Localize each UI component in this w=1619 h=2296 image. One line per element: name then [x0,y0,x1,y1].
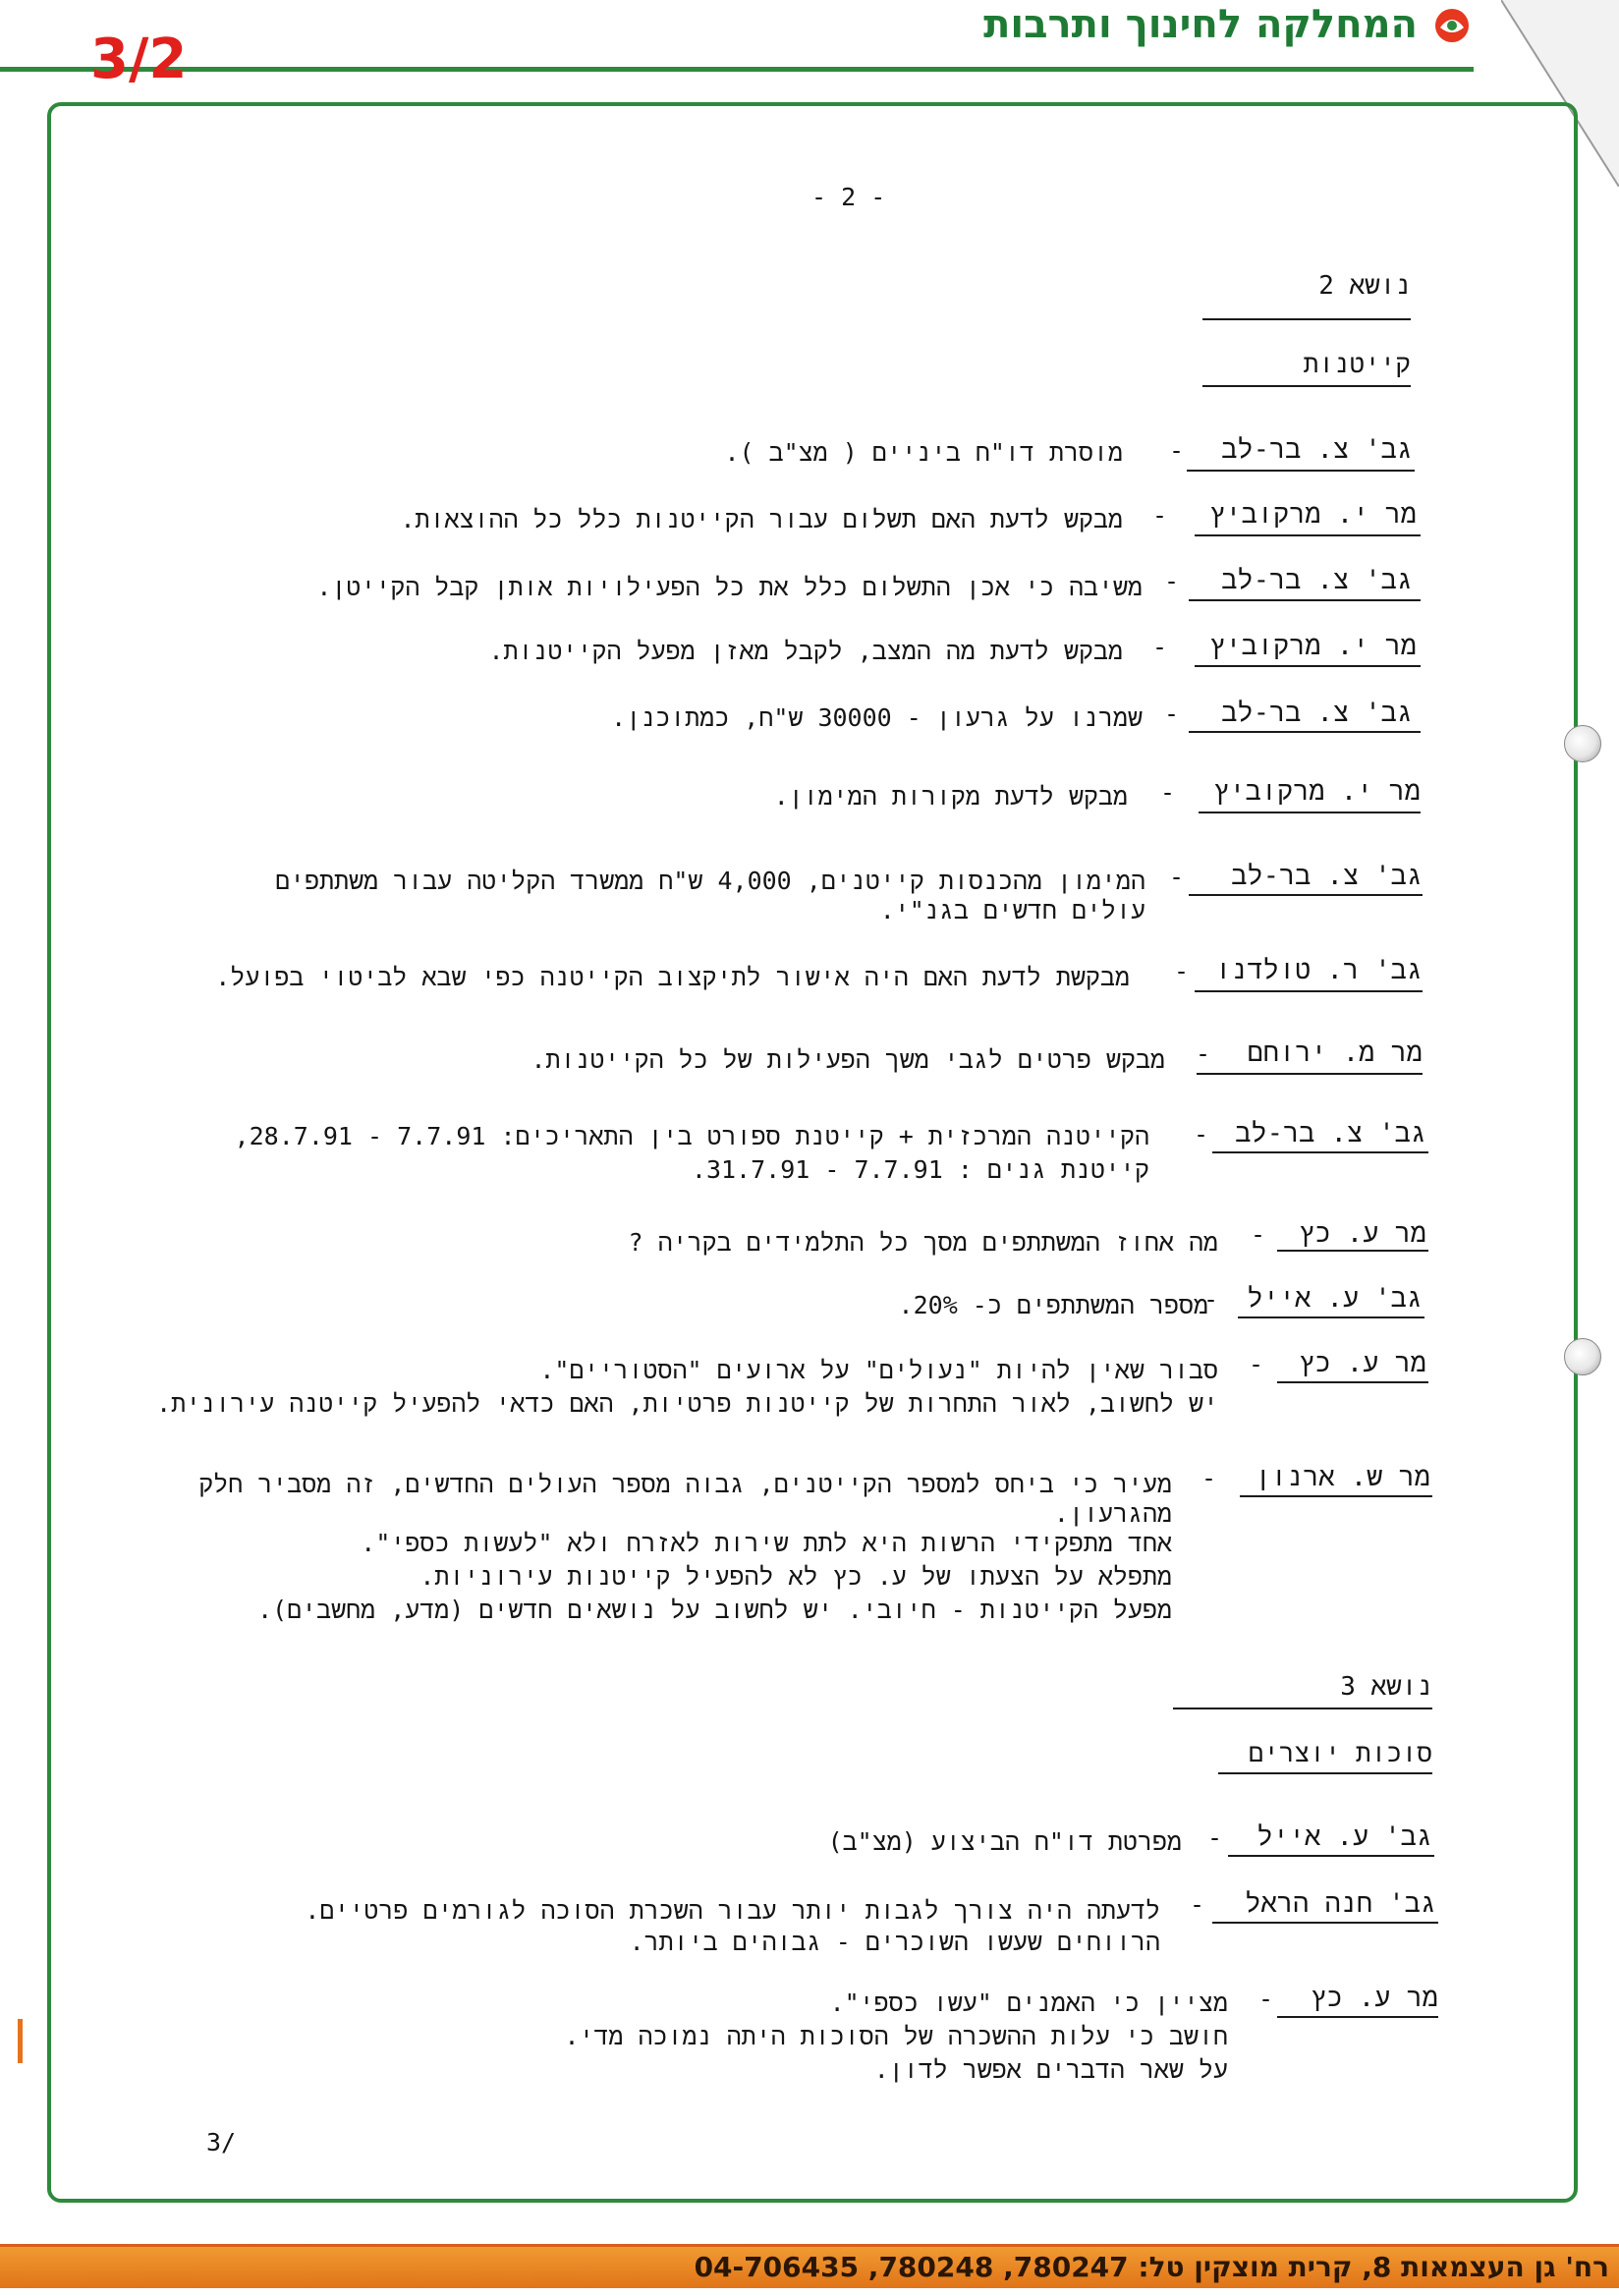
speaker-name: גב' צ. בר-לב [1231,861,1423,891]
footer-address: רח' גן העצמאות 8, קרית מוצקין טל: 780247, 780248, 04-706435 [694,2251,1609,2283]
entry-line: מהגרעון. [1053,1499,1172,1528]
speaker-name: גב' ע. אייל [1247,1283,1423,1314]
topic3-heading: נושא 3 [1340,1672,1432,1702]
entry-line: לדעתה היה צורך לגבות יותר עבור השכרת הסוכה לגורמים פרטיים. [305,1896,1160,1925]
edge-mark [18,2019,23,2063]
speaker-name: מר י. מרקוביץ [1209,631,1417,661]
speaker-name: גב' צ. בר-לב [1221,565,1413,595]
entry-dash: - [1173,957,1189,985]
speaker-underline [1195,665,1421,667]
speaker-underline [1187,470,1415,472]
speaker-underline [1189,731,1421,733]
topic3-subject-underline [1218,1772,1432,1774]
entry-dash: - [1200,1464,1216,1492]
entry-dash: - [1159,778,1175,807]
speaker-underline [1195,990,1423,992]
topic2-heading-underline [1202,318,1411,320]
entry-line: מבקשת לדעת האם היה אישור לתיקצוב הקייטנה כפי שבא לביטוי בפועל. [215,963,1130,991]
speaker-underline [1197,1073,1423,1075]
entry-line: מספר המשתתפים כ- 20%. [898,1291,1208,1319]
speaker-name: מר ע. כץ [1299,1218,1426,1249]
entry-dash: - [1195,1039,1210,1068]
speaker-name: גב' צ. בר-לב [1221,698,1413,728]
speaker-name: מר י. מרקוביץ [1209,499,1417,530]
topic2-heading: נושא 2 [1318,271,1411,301]
municipality-logo-icon [1432,6,1472,45]
speaker-underline [1240,1495,1432,1497]
entry-line: קייטנת גנים : 7.7.91 - 31.7.91. [691,1155,1149,1184]
topic2-subject-underline [1202,385,1411,387]
speaker-underline [1238,1316,1424,1318]
entry-dash: - [1248,1350,1263,1378]
page-badge: 3/2 [90,28,188,91]
topic3-subject: סוכות יוצרים [1248,1739,1432,1768]
topic3-heading-underline [1173,1708,1432,1709]
speaker-name: מר מ. ירוחם [1247,1037,1423,1068]
entry-line: מפרטת דו"ח הביצוע (מצ"ב) [827,1827,1182,1856]
entry-line: מעיר כי ביחס למספר הקייטנים, גבוה מספר העולים החדשים, זה מסביר חלק [198,1470,1172,1498]
entry-line: מבקש לדעת מה המצב, לקבל מאזן מפעל הקייטנות. [488,637,1123,665]
speaker-name: גב' צ. בר-לב [1235,1118,1426,1148]
entry-line: מבקש לדעת האם תשלום עבור הקייטנות כלל כל ההוצאות. [400,505,1123,533]
entry-dash: - [1250,1220,1265,1249]
speaker-underline [1228,1855,1434,1857]
entry-line: הרווחים שעשו השוכרים - גבוהים ביותר. [629,1928,1160,1956]
speaker-name: גב' צ. בר-לב [1221,434,1413,465]
entry-line: מציין כי האמנים "עשו כספי". [829,1988,1228,2017]
speaker-name: מר ע. כץ [1299,1348,1426,1378]
speaker-underline [1189,599,1421,601]
entry-line: מפעל הקייטנות - חיובי. יש לחשוב על נושאים חדשים (מדע, מחשבים). [257,1596,1172,1624]
page-number: - 2 - [811,183,886,211]
speaker-underline [1277,2016,1438,2018]
entry-line: מבקש לדעת מקורות המימון. [773,782,1128,811]
speaker-underline [1212,1151,1428,1153]
entry-line: אחד מתפקידי הרשות היא לתת שירות לאזרח ולא "לעשות כספי". [361,1529,1172,1557]
entry-line: משיבה כי אכן התשלום כלל את כל הפעילויות אותן קבל הקייטן. [316,573,1143,601]
entry-dash: - [1163,567,1179,595]
speaker-name: מר ע. כץ [1311,1983,1438,2013]
entry-line: מבקש פרטים לגבי משך הפעילות של כל הקייטנות. [530,1045,1165,1074]
speaker-name: מר י. מרקוביץ [1213,776,1421,807]
speaker-underline [1212,1922,1438,1924]
entry-line: המימון מהכנסות קייטנים, 4,000 ש"ח ממשרד הקליטה עבור משתתפים [275,867,1145,895]
continuation-mark: 3/ [206,2128,237,2156]
entry-dash: - [1206,1823,1222,1852]
entry-line: מה אחוז המשתתפים מסך כל התלמידים בקריה ? [628,1228,1218,1257]
entry-line: שמרנו על גרעון - 30000 ש"ח, כמתוכנן. [611,703,1143,732]
entry-dash: - [1168,863,1184,891]
entry-dash: - [1163,700,1179,728]
entry-dash: - [1168,436,1184,465]
entry-dash: - [1189,1890,1204,1919]
entry-dash: - [1151,501,1167,530]
entry-dash: - [1193,1120,1208,1148]
speaker-name: מר ש. ארנון [1255,1462,1430,1492]
speaker-name: גב' ע. אייל [1256,1821,1432,1852]
punch-hole-lower [1564,1338,1601,1375]
entry-line: חושב כי עלות ההשכרה של הסוכות היתה נמוכה מדי. [564,2022,1228,2050]
speaker-underline [1189,894,1423,896]
department-title: המחלקה לחינוך ותרבות [983,2,1418,47]
entry-dash: - [1257,1985,1273,2013]
speaker-underline [1277,1250,1428,1252]
speaker-underline [1199,812,1421,813]
speaker-underline [1277,1381,1428,1383]
footer-bar [0,2244,1619,2288]
entry-dash: - [1202,1285,1218,1314]
punch-hole-upper [1564,725,1601,762]
speaker-underline [1195,534,1421,536]
entry-line: הקייטנה המרכזית + קייטנת ספורט בין התאריכים: 7.7.91 - 28.7.91, [234,1122,1149,1150]
entry-line: על שאר הדברים אפשר לדון. [873,2055,1228,2084]
entry-line: עולים חדשים בגנ"י. [879,896,1145,924]
entry-line: מתפלא על הצעתו של ע. כץ לא להפעיל קייטנות עירוניות. [419,1562,1172,1591]
entry-line: מוסרת דו"ח ביניים ( מצ"ב ). [724,438,1123,467]
entry-line: יש לחשוב, לאור התחרות של קייטנות פרטיות, האם כדאי להפעיל קייטנה עירונית. [156,1389,1218,1418]
entry-line: סבור שאין להיות "נעולים" על ארועים "הסטוריים". [539,1356,1218,1384]
topic2-subject: קייטנות [1303,350,1411,379]
header-green-strip [0,67,1474,72]
speaker-name: גב' ר. טולדנו [1215,955,1423,985]
speaker-name: גב' חנה הראל [1245,1888,1436,1919]
entry-dash: - [1151,633,1167,661]
